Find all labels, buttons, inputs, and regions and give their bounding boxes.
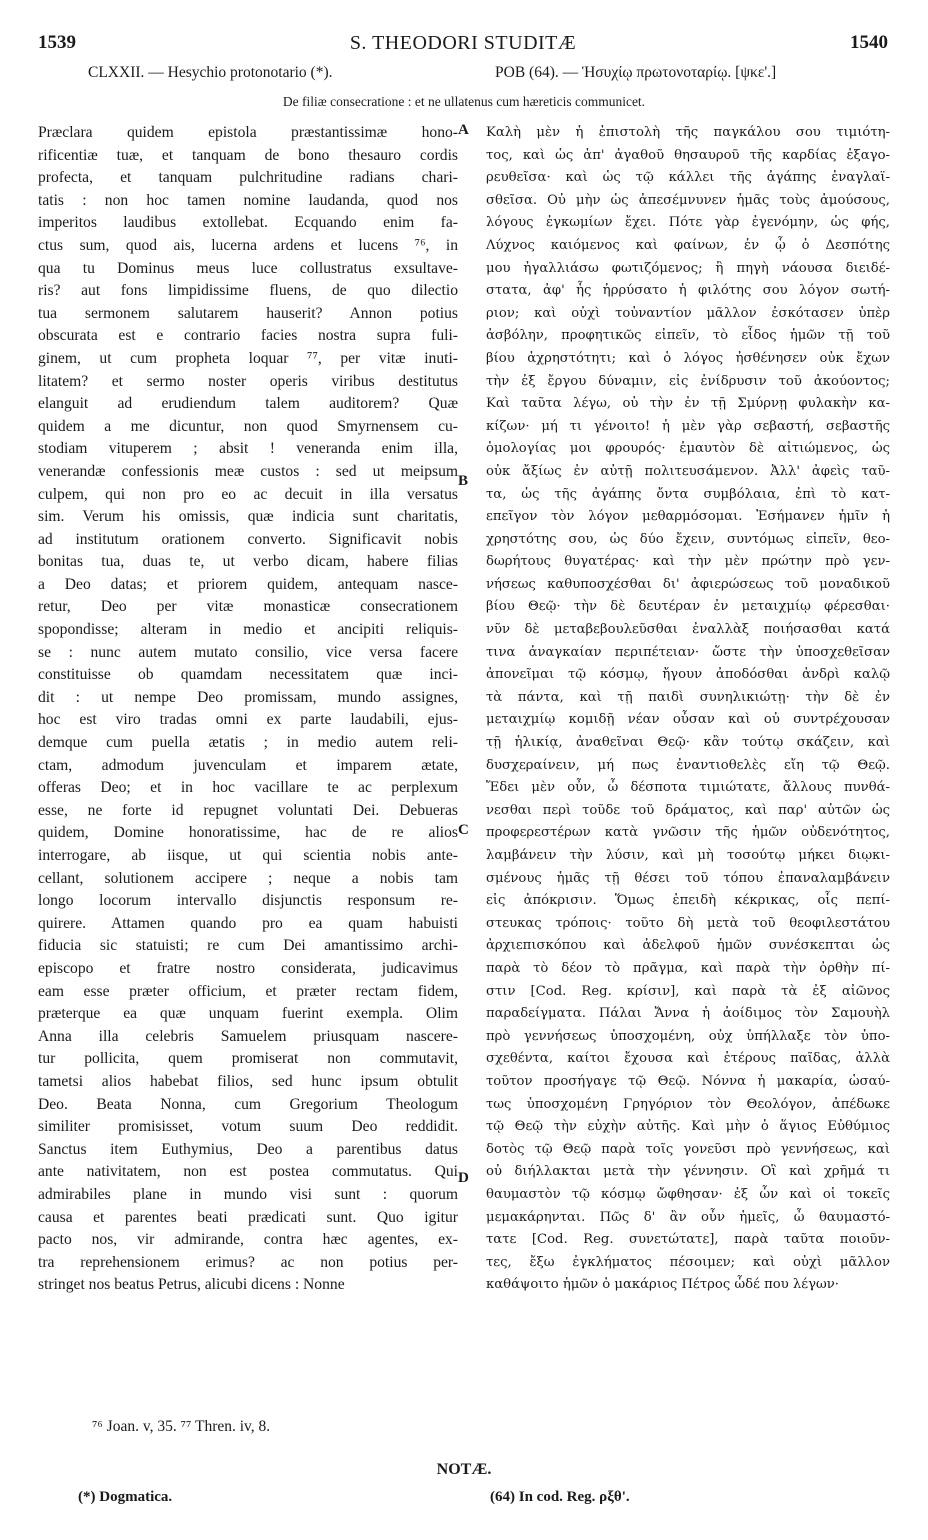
page-number-left: 1539 <box>38 32 76 53</box>
latin-line: tur pollicita, quem promiserat non commutavit, <box>38 1050 458 1068</box>
latin-line: venerandæ confessionis meæ custos : sed ut meipsum <box>38 462 458 480</box>
letter-heading <box>38 64 888 86</box>
latin-line: tatis : non hoc tamen nomine laudanda, quod nos <box>38 191 458 209</box>
latin-line: sim. Verum his omissis, quæ indicia sunt charitatis, <box>38 508 458 526</box>
greek-line: Καὶ ταῦτα λέγω, οὐ τὴν ἐν τῇ Σμύρνῃ φυλακὴν κα- <box>486 396 890 412</box>
latin-line: causa et parentes beati prædicati sunt. Quo igitur <box>38 1208 458 1226</box>
margin-letter-b: B <box>458 473 469 489</box>
latin-line: qua tu Dominus meus luce collustratus exsultave- <box>38 259 458 277</box>
greek-line: τατε [Cod. Reg. συνετώτατε], παρὰ ταῦτα ποιοῦν- <box>486 1232 890 1248</box>
greek-line: βίου Θεῷ· τὴν δὲ δευτέραν ἐν μεταιχμίῳ φέρεσθαι· <box>486 599 890 615</box>
latin-line: imperitos laudibus extollebat. Ecquando enim fa- <box>38 214 458 232</box>
greek-line: Καλὴ μὲν ἡ ἐπιστολὴ τῆς παγκάλου σου τιμιότη- <box>486 125 890 140</box>
greek-line: στατα, ἀφ' ἧς ἠρρύσατο ἡ φιλότης σου λόγον σωτή- <box>486 283 890 299</box>
latin-line: cellant, solutionem accipere ; neque a nobis tam <box>38 869 458 887</box>
latin-line: spopondisse; alteram in medio et ancipiti reliquis- <box>38 621 458 639</box>
latin-line: offeras Deo; et in hoc vacillare te ac perplexum <box>38 779 458 797</box>
greek-line: λαμβάνειν τὴν λύσιν, καὶ μὴ τοσούτῳ μήκει διῳκι- <box>486 848 890 863</box>
letter-summary: De filiæ consecratione : et ne ullatenus cum hæreticis communicet. <box>282 94 646 109</box>
greek-line: στευκας τρόποις· τοῦτο δὴ μετὰ τοῦ θεοφιλεστάτου <box>486 915 890 931</box>
latin-line: culpem, qui non pro eo ac decuit in illa versatus <box>38 485 458 503</box>
latin-line: quirere. Attamen quando pro ea quam habuisti <box>38 914 458 932</box>
latin-line: quidem a me dicuntur, non quod Smyrnensem cu- <box>38 417 458 435</box>
latin-line: eam esse præter officium, et præter rectam fidem, <box>38 982 458 1000</box>
greek-line: λόγους ἐγκωμίων ἔχει. Πότε γὰρ ἐγενόμην, ὡς φής, <box>486 215 890 231</box>
notae-right: (64) In cod. Reg. ρξθ'. <box>490 1489 630 1505</box>
latin-line: Sanctus item Euthymius, Deo a parentibus datus <box>38 1140 458 1158</box>
latin-line: retur, Deo per vitæ monasticæ consecrationem <box>38 598 458 616</box>
page-number-right: 1540 <box>850 32 888 53</box>
greek-line: στιν [Cod. Reg. κρίσιν], καὶ παρὰ τὰ ἐξ αἰῶνος <box>486 983 890 999</box>
greek-line: μεταιχμίῳ κομιδῇ νέαν οὖσαν καὶ οὐ συντρέχουσαν <box>486 712 890 728</box>
greek-line: τες, ἔξω ἐγκλήματος πέσοιμεν; καὶ οὐχὶ μᾶλλον <box>486 1254 890 1270</box>
latin-line: tametsi alios habebat filios, sed hunc ipsum obtulit <box>38 1072 458 1090</box>
latin-line: demque cum puella ætatis ; in medio autem reli- <box>38 734 458 752</box>
running-title: S. THEODORI STUDITÆ <box>349 32 577 54</box>
latin-line: admirabiles plane in mundo visi sunt : quorum <box>38 1185 458 1203</box>
latin-line: stodiam vituperem ; absit ! veneranda enim illa, <box>38 440 458 458</box>
greek-line: οὐκ ἄξίως ἐν αὐτῇ πολιτευσάμενον. Ἀλλ' ἀφεὶς ταῦ- <box>486 463 890 479</box>
latin-line: a Deo datas; et priorem quidem, antequam nasce- <box>38 575 458 593</box>
greek-line: ριον; καὶ οὐχὶ τοὐναντίον μᾶλλον ἐσκότασεν ὑπὲρ <box>486 305 890 321</box>
greek-line: τος, καὶ ὡς ἀπ' ἀγαθοῦ θησαυροῦ τῆς καρδίας ἐξαγο- <box>486 147 890 163</box>
greek-line: σθεῖσα. Οὐ μὴν ὡς ἀπεσέμνυνεν ἡμᾶς τοὺς ἀμούσους, <box>486 192 890 208</box>
greek-line: νεσθαι περὶ τοῦδε τοῦ δράματος, καὶ παρ' αὐτῶν ὡς <box>486 802 890 818</box>
latin-line: elanguit ad erudiendum talem auditorem? Quæ <box>38 395 458 413</box>
greek-line: μεμακάρηνται. Πῶς δ' ἂν οὖν ἡμεῖς, ὦ θαυμαστό- <box>486 1209 890 1225</box>
notae-left: (*) Dogmatica. <box>78 1489 173 1505</box>
latin-line: ad institutum orationem converto. Significavit nobis <box>38 530 458 548</box>
greek-line: παραδείγματα. Πάλαι Ἄννα ἡ ἀοίδιμος τὸν Σαμουὴλ <box>486 1006 890 1022</box>
greek-line: βίου ἀχρηστότητι; καὶ ὁ λόγος ἠσθένησεν οὐκ ἔχων <box>486 350 890 366</box>
latin-line: ris? aut fons limpidissime fluens, de quo dilectio <box>38 282 458 300</box>
greek-line: τὰ πάντα, καὶ τῇ παιδὶ συνηλικιώτῃ· τὴν δὲ ἐν <box>486 689 890 705</box>
greek-line: τα, ὡς τῆς ἀγάπης ὄντα συμβόλαια, ἐπὶ τὸ κατ- <box>486 486 890 502</box>
greek-line: ἀπονεῖμαι τῷ κόσμῳ, ἤγουν ἀποδόσθαι ἀνδρὶ καλῷ <box>486 667 890 683</box>
greek-line: πρὸ γεννήσεως ὑποσχομένη, οὐχ ὑπήλλαξε τὸν ὑπο- <box>486 1028 890 1044</box>
latin-line: Deo. Beata Nonna, cum Gregorium Theologum <box>38 1095 458 1113</box>
greek-line: δοτὸς τῷ Θεῷ παρὰ τοῖς γονεῦσι πρὸ γεννήσεως, καὶ <box>486 1141 890 1157</box>
latin-line: stringet nos beatus Petrus, alicubi dicens : Nonne <box>38 1276 345 1294</box>
latin-line: Præclara quidem epistola præstantissimæ hono- <box>38 124 458 141</box>
greek-line: δωρήτους θυγατέρας· καὶ τὴν μὲν πρώτην πρὸ γεν- <box>486 554 890 570</box>
greek-line: ρευθεῖσα· καὶ ὡς τῷ κάλλει τῆς ἀγάπης ἐναγλαϊ- <box>486 170 890 186</box>
latin-line: longo locorum intervallo disjunctis responsum re- <box>38 892 458 910</box>
latin-line: ginem, ut cum propheta loquar ⁷⁷, per vitæ inuti- <box>38 349 458 367</box>
greek-line: σχεθέντα, καίτοι ἔχουσα καὶ ἑτέρους παῖδας, ἀλλὰ <box>486 1051 890 1067</box>
greek-line: σμένους ἡμᾶς τῇ θέσει τοῦ τόπου ἐπαναλαμβάνειν <box>486 870 890 886</box>
latin-line: bonitas tua, duas te, ut verbo dicam, habere filias <box>38 553 458 571</box>
greek-line: χρηστότης σου, ὡς δύο ἔχειν, συντόμως εἰπεῖν, θεο- <box>486 531 890 547</box>
margin-letter-d: D <box>458 1170 469 1186</box>
latin-line: obscurata est e contrario facies nostra supra fuli- <box>38 327 458 345</box>
letter-heading-greek: ΡΟΒ (64). — Ἡσυχίῳ πρωτονοταρίῳ. [ψκε'.] <box>495 64 777 81</box>
latin-line: interrogare, ab iisque, ut qui scientia nobis ante- <box>38 847 458 864</box>
letter-heading-latin: CLXXII. — Hesychio protonotario (*). <box>88 64 333 81</box>
latin-line: hoc est viro tradas omni ex parte laudabili, ejus- <box>38 711 458 729</box>
latin-line: dit : ut nempe Deo promissam, mundo assignes, <box>38 688 458 706</box>
greek-line: νῦν δὲ μεταβεβουλεῦσθαι ἐναλλὰξ ποιήσασθαι κατά <box>486 622 890 638</box>
footnotes: ⁷⁶ Joan. v, 35. ⁷⁷ Thren. iv, 8. <box>92 1418 271 1435</box>
latin-line: ctam, admodum juvenculam et imparem ætate, <box>38 756 458 774</box>
greek-line: τῇ ἡλικίᾳ, ἀναθεῖναι Θεῷ· κἂν τούτῳ σκάζειν, καὶ <box>486 735 890 751</box>
latin-line: tua sermonem salutarem hauserit? Annon potius <box>38 304 458 322</box>
latin-line: esse, ne forte id repugnet voluntati Dei. Debueras <box>38 801 458 819</box>
latin-line: episcopo et fratre nostro considerata, judicavimus <box>38 959 458 977</box>
latin-line: præterque ea quæ unquam fuerint exempla. Olim <box>38 1005 458 1023</box>
notae-title: NOTÆ. <box>436 1461 492 1478</box>
margin-letter-a: A <box>458 122 469 138</box>
greek-line: τῷ Θεῷ τὴν εὐχὴν αὐτῆς. Καὶ μὴν ὁ ἅγιος Εὐθύμιος <box>486 1119 890 1135</box>
greek-line: νήσεως καθυποσχέσθαι δι' ἀφιερώσεως τοῦ μοναδικοῦ <box>486 576 890 592</box>
greek-line: Λύχνος καιόμενος καὶ φαίνων, ἐν ᾧ ὁ Δεσπότης <box>486 237 890 253</box>
greek-column <box>486 122 890 1297</box>
latin-line: tra reprehensionem erimus? ac non potius per- <box>38 1253 458 1271</box>
greek-line: τοῦτον προσήγαγε τῷ Θεῷ. Νόννα ἡ μακαρία, ὡσαύ- <box>486 1073 890 1089</box>
latin-line: rificentiæ tuæ, et tanquam de bono thesauro cordis <box>38 146 458 164</box>
greek-line: επεῖγον τὸν λόγον μεθαρμόσομαι. Ἐσήμανεν ἡμῖν ἡ <box>486 509 890 525</box>
greek-line: τὴν ἐξ ἔργου δύναμιν, εἰς ἐνίδρυσιν τοῦ ἀκούοντος; <box>486 373 890 389</box>
greek-line: Ἔδει μὲν οὖν, ὦ δέσποτα τιμιώτατε, ἄλλους πυνθά- <box>486 780 890 796</box>
greek-line: οὐ διήλλακται μετὰ τὴν γέννησιν. Οἳ καὶ χρῆμά τι <box>486 1164 890 1180</box>
greek-line: κίζων· μή τι γένοιτο! ἡ μὲν γὰρ σεβαστή, σεβαστῆς <box>486 418 890 434</box>
latin-line: profecta, et tanquam pulchritudine radians chari- <box>38 169 458 187</box>
greek-line: ὁμολογίας μοι φρουρός· ἐμαυτὸν δὲ αἰτιώμενος, ὡς <box>486 441 890 457</box>
greek-line: ἀρχιεπισκόπου καὶ ἀδελφοῦ ἡμῶν συνέσκεπται ὡς <box>486 938 890 954</box>
margin-letter-c: C <box>458 822 469 838</box>
latin-line: se : nunc autem mutato consilio, vice versa facere <box>38 643 458 661</box>
greek-line: θαυμαστὸν τῷ κόσμῳ ὤφθησαν· ἐξ ὧν καὶ οἱ τοκεῖς <box>486 1186 890 1202</box>
latin-line: litatem? et sermo noster operis viribus destitutus <box>38 372 458 390</box>
latin-column <box>38 122 458 1297</box>
greek-line: τινα ἀναγκαίαν περιπέτειαν· ὥστε τὴν ὑποσχεθεῖσαν <box>486 644 890 660</box>
greek-line: τως ὑποσχομένη Γρηγόριον τὸν Θεολόγον, ἀπέδωκε <box>486 1096 890 1112</box>
greek-line: προφερεστέρων κατὰ γνῶσιν τῆς ἡμῶν οὐδενότητος, <box>486 825 890 841</box>
latin-line: constituisse ob quamdam necessitatem quæ inci- <box>38 666 458 684</box>
latin-line: ctus sum, quod ais, lucerna ardens et lucens ⁷⁶, in <box>38 236 458 254</box>
greek-line: εἰς ἀπόκρισιν. Ὅμως ἐπειδὴ κέκρικας, οἷς πεπί- <box>486 893 890 909</box>
page-header <box>38 32 888 58</box>
latin-line: fiducia sic statuisti; re cum Dei amantissimo archi- <box>38 937 458 955</box>
latin-line: Anna illa celebris Samuelem priusquam nascere- <box>38 1027 458 1045</box>
greek-line: καθάψοιτο ἡμῶν ὁ μακάριος Πέτρος ὧδέ που λέγων· <box>486 1277 839 1293</box>
greek-line: παρὰ τὸ δέον τὸ πρᾶγμα, καὶ παρὰ τὴν ὀρθὴν πί- <box>486 960 890 976</box>
greek-line: μου ἠγαλλιάσω φωτιζόμενος; ἢ πηγὴ νάουσα διειδέ- <box>486 260 890 276</box>
latin-line: quidem, Domine honoratissime, hac de re alios <box>38 824 458 842</box>
latin-line: ante nativitatem, non est postea commutatus. Qui <box>38 1163 458 1181</box>
latin-line: similiter promisisset, votum suum Deo reddidit. <box>38 1118 458 1136</box>
greek-line: δυσχεραίνειν, μή πως ἐναντιοθελὲς εἴη τῷ Θεῷ. <box>486 757 890 773</box>
latin-line: pacto nos, vir admirande, contra hæc agentes, ex- <box>38 1231 458 1249</box>
greek-line: ἀσβόλην, προφητικῶς εἰπεῖν, τὸ εἶδος ἡμῶν τῇ τοῦ <box>486 328 890 344</box>
